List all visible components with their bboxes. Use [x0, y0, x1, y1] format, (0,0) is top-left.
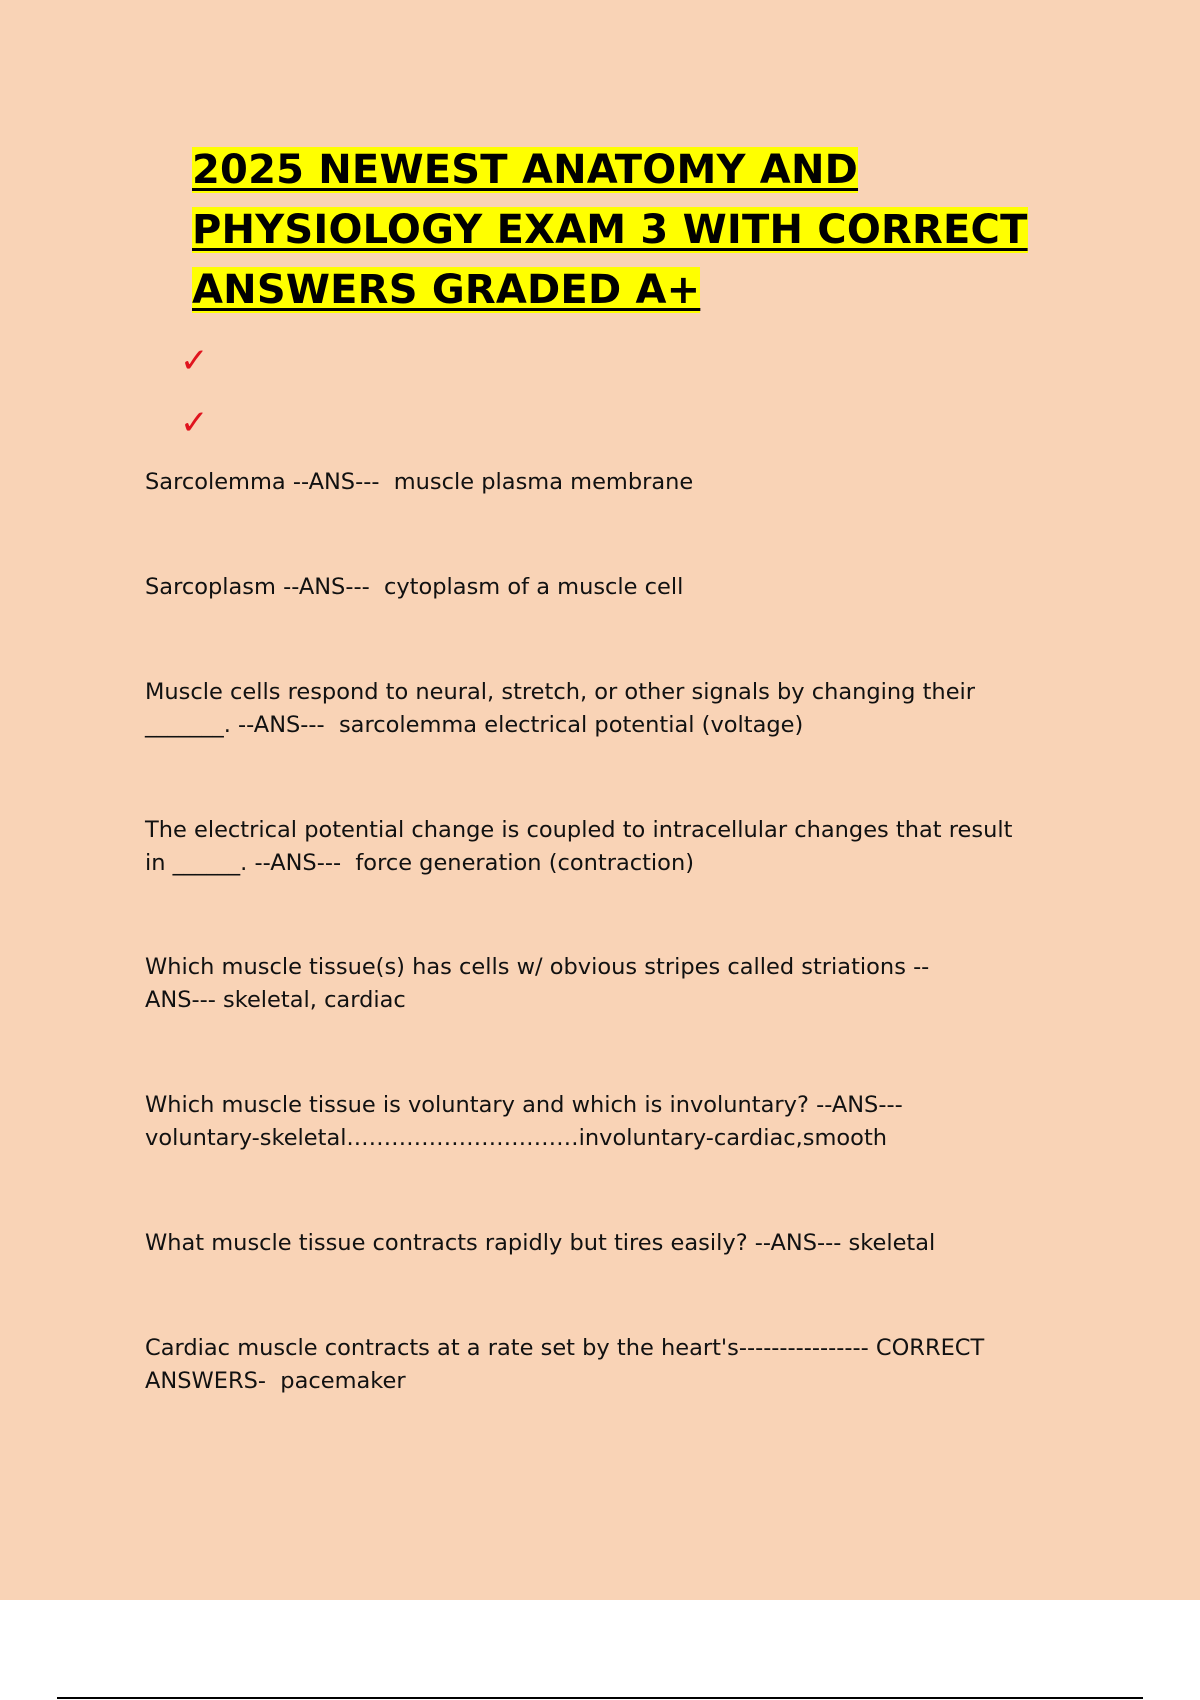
qa-item-voluntary-involuntary: Which muscle tissue is voluntary and which is involuntary? --ANS--- voluntary-skeletal.…………………………involuntary-cardiac,smooth: [145, 1092, 903, 1151]
document-title: [192, 140, 1132, 320]
qa-item-pacemaker: Cardiac muscle contracts at a rate set by the heart's---------------- CORRECT ANSWERS- pacemaker: [145, 1335, 985, 1394]
qa-item-striations: Which muscle tissue(s) has cells w/ obvious stripes called striations -- ANS--- skeletal, cardiac: [145, 954, 930, 1013]
checkmark-icon: ✓: [180, 341, 209, 381]
title-line-3: ANSWERS GRADED A+: [192, 267, 701, 313]
qa-item-sarcolemma: Sarcolemma --ANS--- muscle plasma membrane: [145, 469, 694, 495]
qa-item-force-generation: The electrical potential change is coupled to intracellular changes that result in ______. --ANS--- force generation (contraction): [145, 817, 1013, 876]
qa-item-electrical-potential: Muscle cells respond to neural, stretch, or other signals by changing their _______. --ANS--- sarcolemma electrical potential (voltage): [145, 679, 976, 738]
qa-item-sarcoplasm: Sarcoplasm --ANS--- cytoplasm of a muscle cell: [145, 574, 684, 600]
title-line-2: PHYSIOLOGY EXAM 3 WITH CORRECT: [192, 207, 1028, 253]
qa-item-contracts-rapidly: What muscle tissue contracts rapidly but tires easily? --ANS--- skeletal: [145, 1230, 936, 1256]
checkmark-icon: ✓: [180, 403, 209, 443]
title-line-1: 2025 NEWEST ANATOMY AND: [192, 147, 859, 193]
footer-divider: [57, 1697, 1143, 1699]
